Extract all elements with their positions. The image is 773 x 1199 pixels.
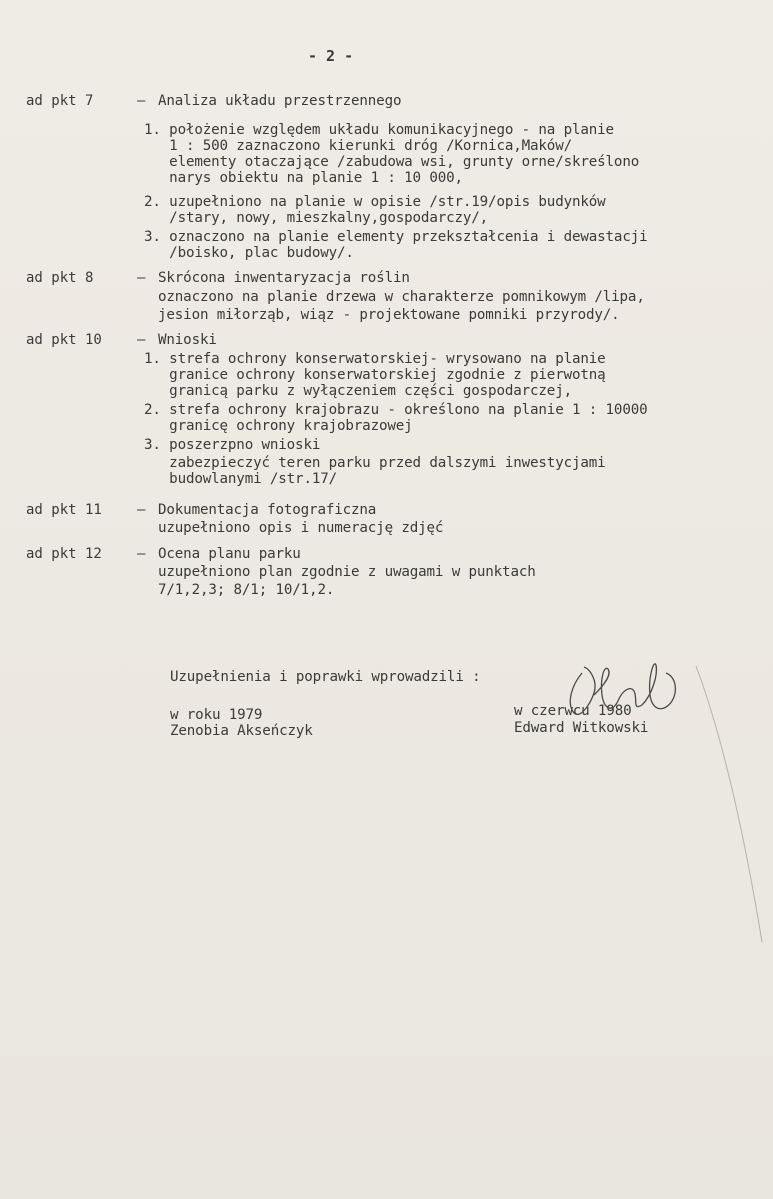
section-line: 2. strefa ochrony krajobrazu - określono na planie 1 : 10000 (144, 402, 648, 418)
section-line: 1. strefa ochrony konserwatorskiej- wrysowano na planie (144, 351, 606, 367)
author-right-name: Edward Witkowski (514, 720, 649, 736)
section-line: uzupełniono opis i numerację zdjęć (158, 520, 444, 536)
section-label: ad pkt 7 (26, 93, 94, 109)
section-title: Analiza układu przestrzennego (158, 93, 402, 109)
section-line: granice ochrony konserwatorskiej zgodnie z pierwotną (144, 367, 606, 383)
author-right-date: w czerwcu 1980 (514, 703, 632, 719)
footer-intro: Uzupełnienia i poprawki wprowadzili : (170, 669, 481, 685)
section-line: 3. oznaczono na planie elementy przekształcenia i dewastacji (144, 229, 648, 245)
section-label: ad pkt 8 (26, 270, 94, 286)
section-line: granicą parku z wyłączeniem części gospodarczej, (144, 383, 572, 399)
section-line: granicę ochrony krajobrazowej (144, 418, 413, 434)
section-line: jesion miłorząb, wiąz - projektowane pomniki przyrody/. (158, 307, 620, 323)
section-line: zabezpieczyć teren parku przed dalszymi inwestycjami (144, 455, 606, 471)
section-line: 7/1,2,3; 8/1; 10/1,2. (158, 582, 335, 598)
section-line: 1 : 500 zaznaczono kierunki dróg /Kornica,Maków/ (144, 138, 572, 154)
handwritten-signature (560, 655, 700, 730)
section-dash: – (137, 270, 146, 286)
section-label: ad pkt 10 (26, 332, 102, 348)
section-title: Dokumentacja fotograficzna (158, 502, 377, 518)
section-dash: – (137, 546, 146, 562)
author-left-date: w roku 1979 (170, 707, 263, 723)
section-title: Skrócona inwentaryzacja roślin (158, 270, 410, 286)
section-dash: – (137, 502, 146, 518)
section-line: uzupełniono plan zgodnie z uwagami w punktach (158, 564, 536, 580)
section-line: budowlanymi /str.17/ (144, 471, 338, 487)
section-line: /stary, nowy, mieszkalny,gospodarczy/, (144, 210, 489, 226)
section-label: ad pkt 11 (26, 502, 102, 518)
section-line: 3. poszerzpno wnioski (144, 437, 321, 453)
section-title: Ocena planu parku (158, 546, 301, 562)
author-left-name: Zenobia Akseńczyk (170, 723, 313, 739)
section-dash: – (137, 93, 146, 109)
section-line: 2. uzupełniono na planie w opisie /str.19/opis budynków (144, 194, 606, 210)
section-line: oznaczono na planie drzewa w charakterze pomnikowym /lipa, (158, 289, 645, 305)
section-title: Wnioski (158, 332, 217, 348)
pencil-mark (690, 660, 770, 950)
section-line: narys obiektu na planie 1 : 10 000, (144, 170, 463, 186)
section-line: elementy otaczające /zabudowa wsi, grunty orne/skreślono (144, 154, 640, 170)
section-line: /boisko, plac budowy/. (144, 245, 354, 261)
section-line: 1. położenie względem układu komunikacyjnego - na planie (144, 122, 614, 138)
section-dash: – (137, 332, 146, 348)
section-label: ad pkt 12 (26, 546, 102, 562)
page-number: - 2 - (308, 47, 354, 65)
